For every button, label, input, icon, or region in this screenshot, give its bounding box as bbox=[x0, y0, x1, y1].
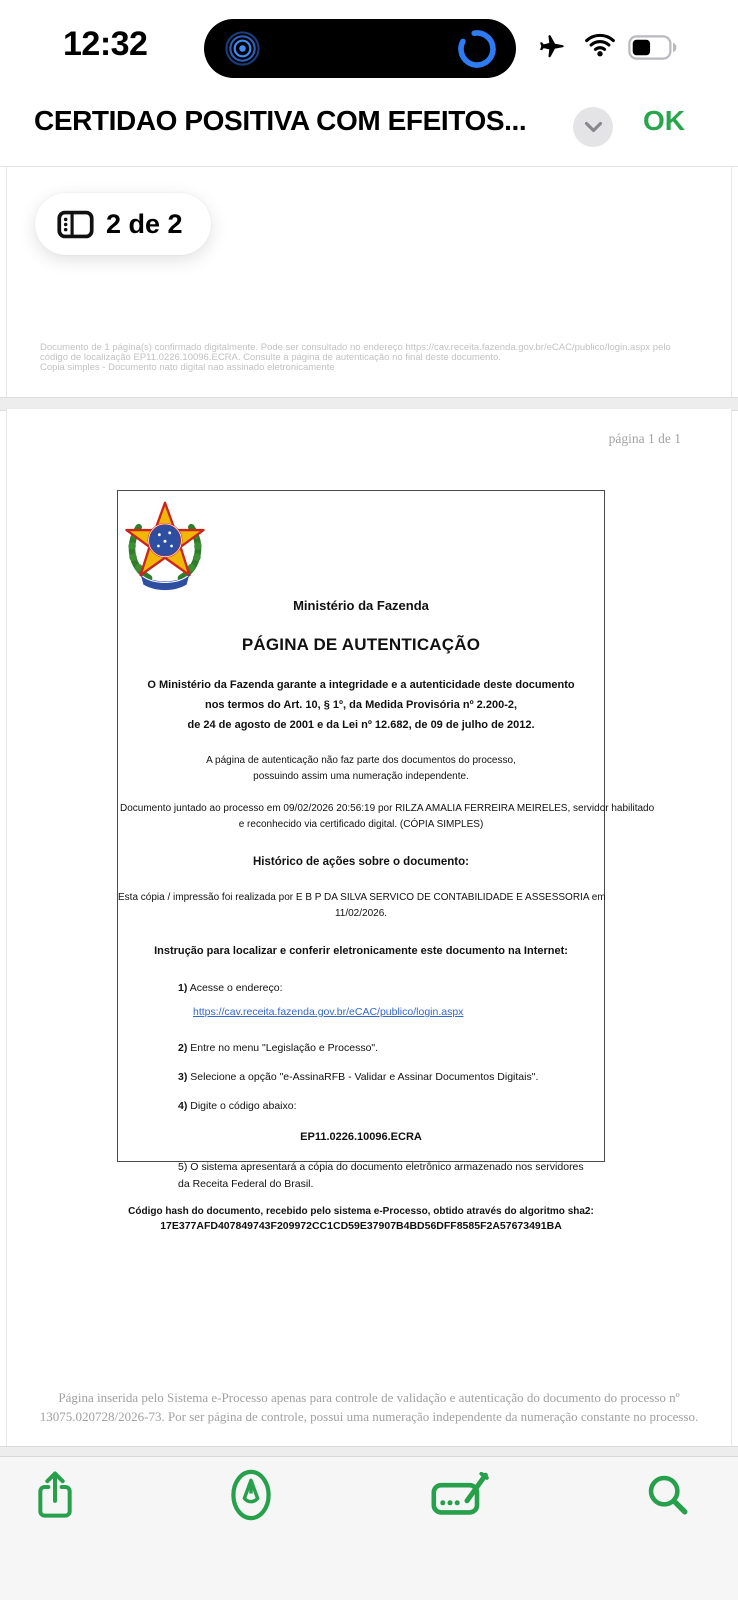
location-code: EP11.0226.10096.ECRA bbox=[300, 1131, 422, 1143]
search-icon bbox=[647, 1474, 689, 1516]
independence-note: A página de autenticação não faz parte dos documentos do processo, possuindo assim uma numeração independente. bbox=[206, 755, 516, 782]
integrity-statement: O Ministério da Fazenda garante a integridade e a autenticidade deste documento nos termos do Art. 10, § 1º, da Medida Provisória nº 2.200-2, de 24 de agosto de 2001 e da Lei nº 12.682, de 09 de julho de 2012. bbox=[147, 679, 575, 731]
ok-button[interactable]: OK bbox=[643, 105, 685, 136]
page-indicator-badge[interactable] bbox=[35, 193, 211, 255]
nav-bar bbox=[0, 92, 738, 167]
brazil-coat-of-arms bbox=[118, 499, 604, 593]
signature-button[interactable] bbox=[432, 1465, 488, 1525]
page-number-label: página 1 de 1 bbox=[608, 431, 681, 446]
instruction-step-2: 2) Entre no menu "Legislação e Processo". bbox=[178, 1042, 379, 1054]
markup-pen-icon bbox=[229, 1467, 273, 1523]
instruction-step-5: 5) O sistema apresentará a cópia do documento eletrônico armazenado nos servidores da Receita Federal do Brasil. bbox=[178, 1161, 584, 1190]
instructions-heading: Instrução para localizar e conferir eletronicamente este documento na Internet: bbox=[154, 945, 568, 957]
airdrop-waves-icon bbox=[225, 31, 260, 66]
page-thumbnails-icon bbox=[57, 210, 94, 239]
pdf-viewer bbox=[0, 167, 738, 1456]
hash-heading: Código hash do documento, recebido pelo sistema e-Processo, obtido através do algoritmo sha2: bbox=[128, 1206, 594, 1217]
bottom-toolbar bbox=[0, 1456, 738, 1600]
instruction-step-1: 1) Acesse o endereço: bbox=[178, 982, 283, 994]
page-indicator-label: 2 de 2 bbox=[106, 208, 183, 239]
title-dropdown-button[interactable] bbox=[573, 107, 613, 147]
search-button[interactable] bbox=[640, 1465, 696, 1525]
signature-icon bbox=[431, 1472, 489, 1518]
clock-time: 12:32 bbox=[63, 25, 148, 63]
status-bar bbox=[0, 0, 738, 92]
hash-value: 17E377AFD407849743F209972CC1CD59E37907B4BD56DFF8585F2A57673491BA bbox=[160, 1220, 562, 1232]
digital-confirmation-note: Documento de 1 página(s) confirmado digitalmente. Pode ser consultado no endereço https://cav.receita.fazenda.gov.br/eCAC/publico/login.aspx pelo código de localização EP11.0226.10096.ECRA. Consulte a página de autenticação no final deste documento. Copia simples - Documento nato digital nao assinado eletronicamente bbox=[40, 342, 671, 373]
ministry-name: Ministério da Fazenda bbox=[293, 598, 429, 613]
battery-icon bbox=[628, 35, 678, 60]
pdf-page-2 bbox=[6, 409, 732, 1446]
hash-block bbox=[118, 1204, 604, 1234]
wifi-icon bbox=[584, 33, 616, 58]
history-entry: Esta cópia / impressão foi realizada por E B P DA SILVA SERVICO DE CONTABILIDADE E ASSESSORIA em 11/02/2026. bbox=[118, 892, 606, 919]
instruction-step-3: 3) Selecione a opção "e-AssinaRFB - Validar e Assinar Documentos Digitais". bbox=[178, 1071, 539, 1083]
markup-button[interactable] bbox=[223, 1465, 279, 1525]
attachment-note: Documento juntado ao processo em 09/02/2026 20:56:19 por RILZA AMALIA FERREIRA MEIRELES, servidor habilitado e reconhecido via certificado digital. (CÓPIA SIMPLES) bbox=[120, 803, 655, 830]
chevron-down-icon bbox=[584, 121, 603, 134]
eprocesso-footer-note: Página inserida pelo Sistema e-Processo apenas para controle de validação e autenticação do documento do processo nº 13075.020728/2026-73. Por ser página de controle, possui uma numeração independente da numeração constante no processo. bbox=[39, 1390, 699, 1424]
ecac-login-link-row bbox=[118, 1005, 604, 1019]
ecac-login-link[interactable]: https://cav.receita.fazenda.gov.br/eCAC/publico/login.aspx bbox=[193, 1006, 464, 1018]
share-button[interactable] bbox=[27, 1465, 83, 1525]
pdf-page-1 bbox=[6, 167, 732, 397]
authentication-box bbox=[117, 490, 655, 1232]
airplane-mode-icon bbox=[537, 32, 567, 62]
progress-ring-icon bbox=[456, 28, 498, 70]
dynamic-island bbox=[204, 19, 516, 78]
document-title: CERTIDAO POSITIVA COM EFEITOS... bbox=[34, 105, 527, 136]
share-icon bbox=[35, 1469, 75, 1521]
instruction-step-4: 4) Digite o código abaixo: bbox=[178, 1100, 297, 1112]
history-heading: Histórico de ações sobre o documento: bbox=[253, 856, 469, 868]
authentication-page-title: PÁGINA DE AUTENTICAÇÃO bbox=[241, 635, 481, 654]
